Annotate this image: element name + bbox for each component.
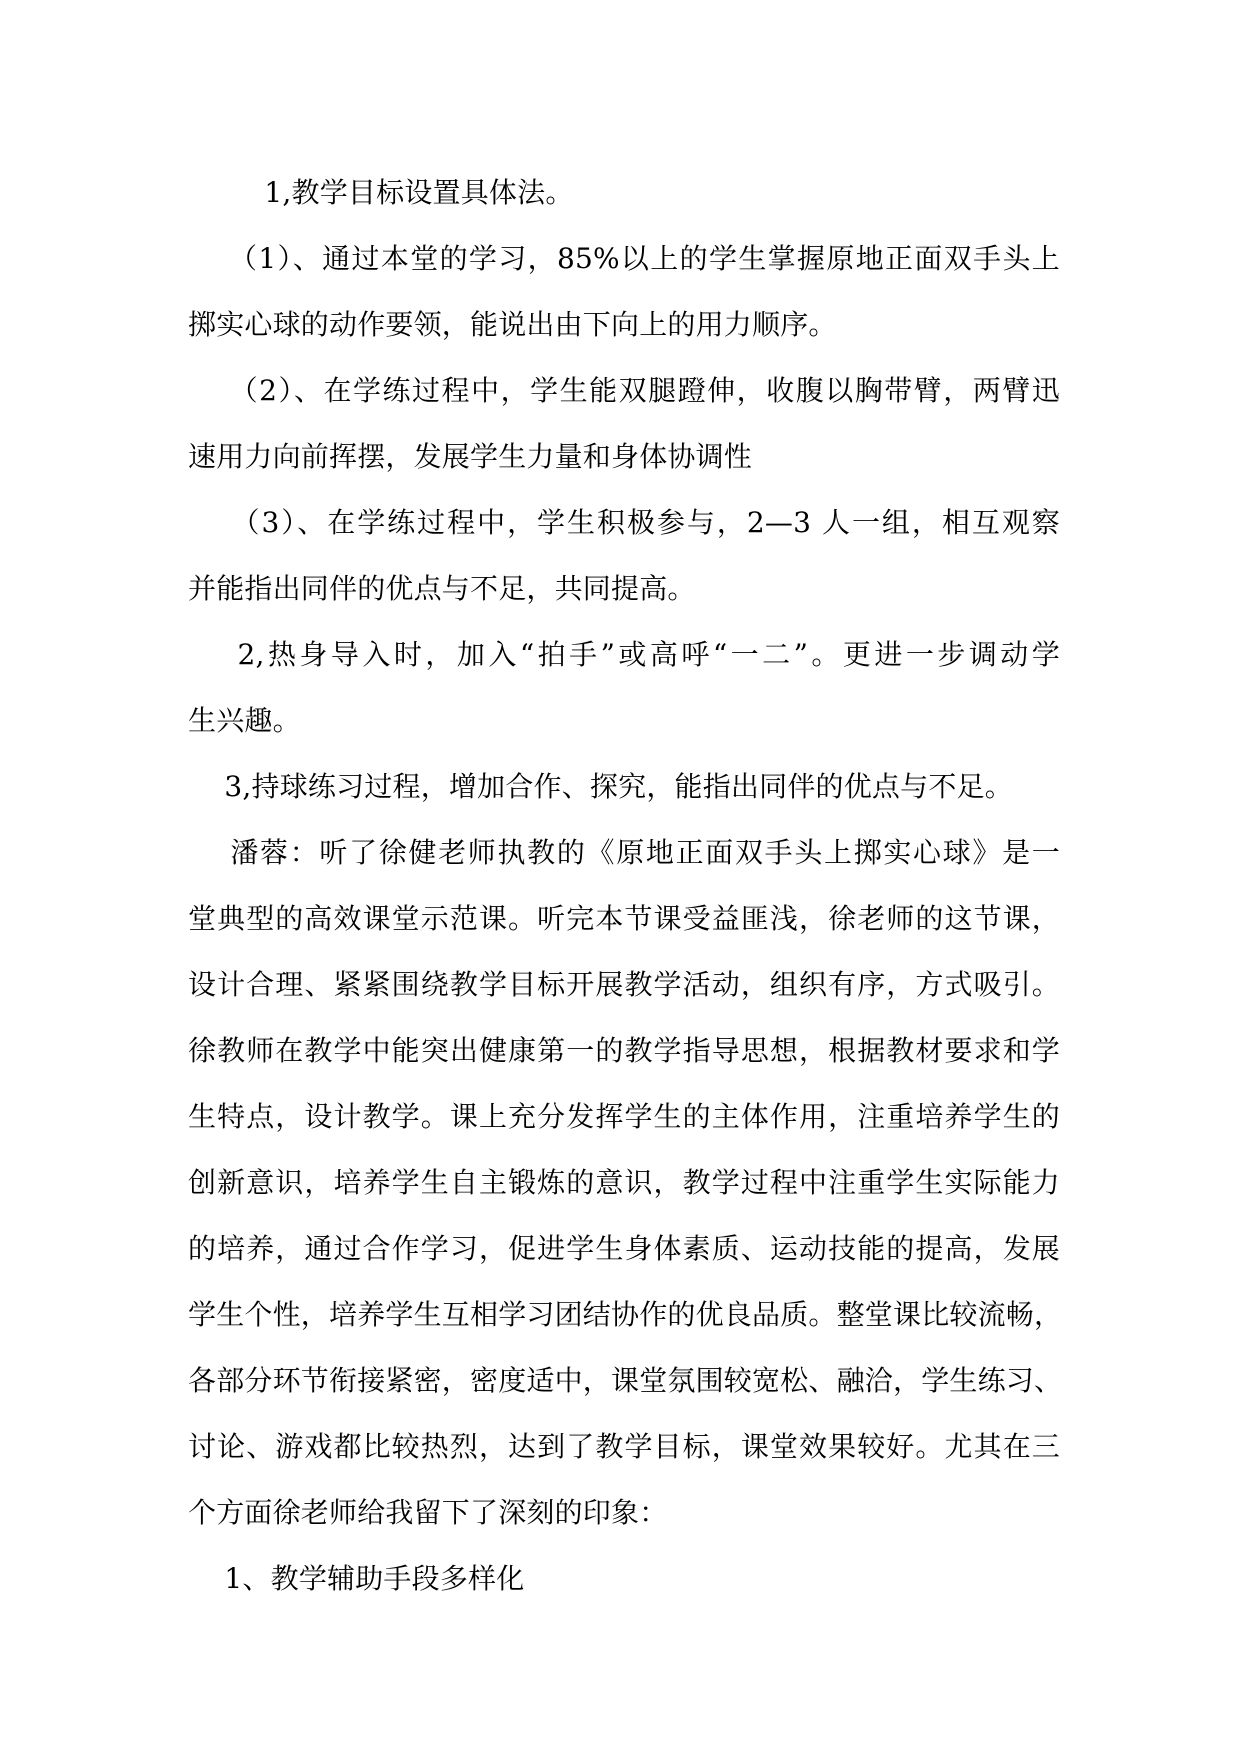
text-line-20: 讨论、游戏都比较热烈，达到了教学目标，课堂效果较好。尤其在三 [188,1430,1060,1463]
text-line-9: 生兴趣。 [188,704,301,737]
text-line-4: （2）、在学练过程中，学生能双腿蹬伸，收腹以胸带臂，两臂迅 [188,374,1060,407]
text-line-13: 设计合理、紧紧围绕教学目标开展教学活动，组织有序，方式吸引。 [188,968,1060,1001]
text-line-14: 徐教师在教学中能突出健康第一的教学指导思想，根据教材要求和学 [188,1034,1060,1067]
document-body [188,160,1063,1612]
text-line-8: 2,热身导入时，加入“拍手”或高呼“一二”。更进一步调动学 [188,638,1060,671]
text-line-7: 并能指出同伴的优点与不足，共同提高。 [188,572,696,605]
text-line-15: 生特点，设计教学。课上充分发挥学生的主体作用，注重培养学生的 [188,1100,1060,1133]
text-line-22: 1、教学辅助手段多样化 [188,1562,525,1595]
text-line-2: （1）、通过本堂的学习，85%以上的学生掌握原地正面双手头上 [188,242,1060,275]
text-line-19: 各部分环节衔接紧密，密度适中，课堂氛围较宽松、融洽，学生练习、 [188,1364,1063,1397]
text-line-12: 堂典型的高效课堂示范课。听完本节课受益匪浅，徐老师的这节课， [188,902,1060,935]
text-line-6: （3）、在学练过程中，学生积极参与，2—3 人一组，相互观察 [188,506,1060,539]
text-line-18: 学生个性，培养学生互相学习团结协作的优良品质。整堂课比较流畅， [188,1298,1063,1331]
text-line-16: 创新意识，培养学生自主锻炼的意识，教学过程中注重学生实际能力 [188,1166,1060,1199]
text-line-17: 的培养，通过合作学习，促进学生身体素质、运动技能的提高，发展 [188,1232,1060,1265]
text-line-11: 潘蓉：听了徐健老师执教的《原地正面双手头上掷实心球》是一 [188,836,1060,869]
text-line-5: 速用力向前挥摆，发展学生力量和身体协调性 [188,440,753,473]
text-line-21: 个方面徐老师给我留下了深刻的印象： [188,1496,668,1529]
text-line-1: 1,教学目标设置具体法。 [228,176,574,209]
text-line-3: 掷实心球的动作要领，能说出由下向上的用力顺序。 [188,308,837,341]
text-line-10: 3,持球练习过程，增加合作、探究，能指出同伴的优点与不足。 [188,770,1013,803]
